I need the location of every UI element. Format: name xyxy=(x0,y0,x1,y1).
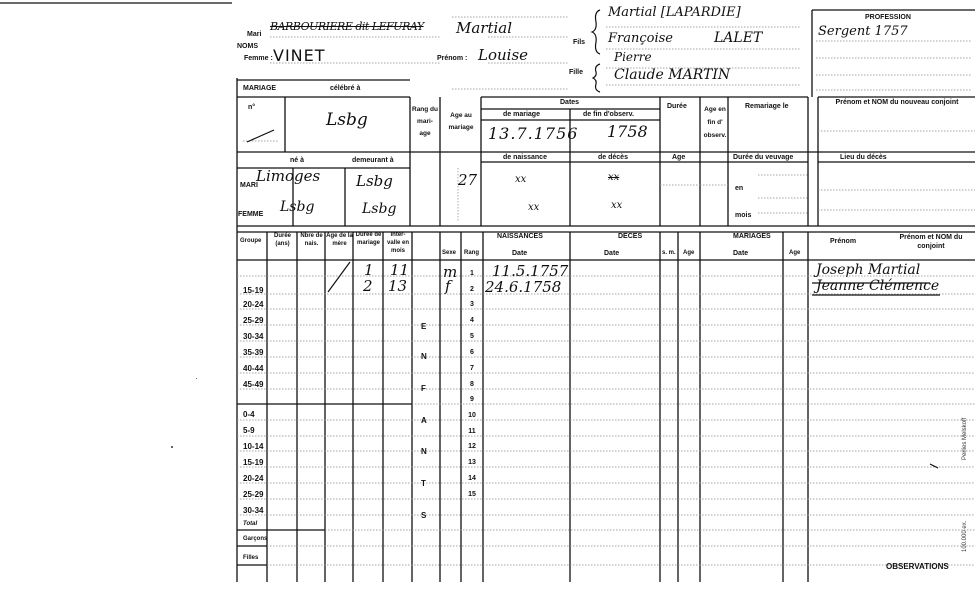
lieu-deces-label: Lieu du décès xyxy=(840,154,887,161)
group-label: 25-29 xyxy=(243,490,264,499)
rank-number: 9 xyxy=(470,396,474,403)
femme-naissance-value: xx xyxy=(528,202,540,213)
femme-nom-value: VINET xyxy=(273,46,326,65)
ne-a-label: né à xyxy=(290,157,305,164)
group-label: 15-19 xyxy=(243,286,264,295)
rank-number: 13 xyxy=(468,459,476,466)
femme-prenom-value: Louise xyxy=(478,46,529,64)
mois-label: mois xyxy=(735,212,752,219)
rank-number: 12 xyxy=(468,443,476,450)
group-label: 15-19 xyxy=(243,458,264,467)
femme-dem-value: Lsbg xyxy=(362,201,397,217)
date-mariage-value: 13.7.1756 xyxy=(488,124,579,143)
mariages-age-label: Age xyxy=(789,250,801,256)
mariages-date-label: Date xyxy=(733,250,749,257)
rank-number: 15 xyxy=(468,491,476,498)
group-label: 0-4 xyxy=(243,410,255,419)
enfants-letter: A xyxy=(421,416,427,425)
rank-number: 10 xyxy=(468,412,476,419)
enfants-letter: F xyxy=(421,384,426,393)
nouveau-conjoint-label: Prénom et NOM du nouveau conjoint xyxy=(835,99,959,106)
group-label: 30-34 xyxy=(243,332,264,341)
child1-sexe: m xyxy=(443,263,458,281)
col-duree-label: Durée (ans) xyxy=(273,233,291,247)
conjoint-label: Prénom et NOM du conjoint xyxy=(899,234,963,250)
celebre-label: célébré à xyxy=(330,85,361,92)
femme-deces-value: xx xyxy=(611,200,623,211)
deces-date-label: Date xyxy=(604,250,620,257)
dates-label: Dates xyxy=(560,99,580,106)
enfants-letter: T xyxy=(421,479,426,488)
child2-duree: 2 xyxy=(363,277,373,295)
rang-mariage-label: Rang du mari-age xyxy=(412,106,438,137)
fin-observ-label: de fin d'observ. xyxy=(583,111,634,118)
child1-prenom: Joseph Martial xyxy=(816,262,921,278)
date-fin-value: 1758 xyxy=(607,122,648,141)
group-label: 30-34 xyxy=(243,506,264,515)
stray-dot xyxy=(171,446,173,448)
fils-line1-value: Martial [LAPARDIE] xyxy=(608,5,741,20)
femme-row-label: FEMME xyxy=(238,211,264,218)
fils-label: Fils xyxy=(573,39,586,46)
child2-sexe: f xyxy=(445,277,451,295)
enfants-letter: S xyxy=(421,511,427,520)
mari-nom-value: BARBOURIERE dit LEFURAY xyxy=(270,20,424,33)
mari-ne-value: Limoges xyxy=(256,167,321,185)
enfants-letter: E xyxy=(421,322,427,331)
group-label: Total xyxy=(243,521,258,527)
femme-label: Femme : xyxy=(244,55,273,62)
femme-prenom-label: Prénom : xyxy=(437,55,468,62)
no-label: n° xyxy=(248,104,256,111)
child2-date: 24.6.1758 xyxy=(485,278,562,296)
group-label: 20-24 xyxy=(243,300,264,309)
rank-number: 4 xyxy=(470,317,474,324)
fils-line3-value: Pierre xyxy=(614,50,652,64)
col-nbre-label: Nbre de nais. xyxy=(300,233,323,247)
remariage-label: Remariage le xyxy=(745,103,789,110)
rank-number: 6 xyxy=(470,349,474,356)
group-label: 40-44 xyxy=(243,364,264,373)
mariages-label: MARIAGES xyxy=(733,233,771,240)
de-naissance-label: de naissance xyxy=(503,154,547,161)
rank-number: 5 xyxy=(470,333,474,340)
rank-number: 3 xyxy=(470,301,474,308)
enfants-letter: N xyxy=(421,447,427,456)
rank-number: 11 xyxy=(468,428,476,435)
demeurant-a-label: demeurant à xyxy=(352,157,394,164)
child2-prenom: Jeanne Clémence xyxy=(816,278,940,294)
printer-credit: Perlies Melskoff xyxy=(962,417,968,460)
col-duree-mariage-label: Durée de mariage xyxy=(355,232,382,246)
deces-label: DÉCÈS xyxy=(618,233,643,240)
group-label: 5-9 xyxy=(243,426,255,435)
enfants-letter: N xyxy=(421,352,427,361)
de-deces-label: de décès xyxy=(598,154,628,161)
profession-value: Sergent 1757 xyxy=(818,24,908,39)
mariage-title: MARIAGE xyxy=(243,85,277,92)
en-label: en xyxy=(735,185,744,192)
group-label: 45-49 xyxy=(243,380,264,389)
group-label: 20-24 xyxy=(243,474,264,483)
child1-duree: 1 xyxy=(364,261,374,279)
rank-number: 1 xyxy=(470,270,474,277)
femme-ne-value: Lsbg xyxy=(280,199,315,215)
profession-label: PROFESSION xyxy=(865,14,911,21)
mari-label: Mari xyxy=(247,31,262,38)
age-mariage-label: Age au mariage xyxy=(448,112,474,131)
fils-line2b-value: LALET xyxy=(714,30,763,46)
deces-age-label: Age xyxy=(683,250,695,256)
rank-number: 7 xyxy=(470,365,474,372)
mari-deces-value: xx xyxy=(608,172,620,183)
mariage-lieu-value: Lsbg xyxy=(326,110,368,130)
fille-label: Fille xyxy=(569,69,584,76)
group-label: Filles xyxy=(243,555,259,561)
duree-veuvage-label: Durée du veuvage xyxy=(733,154,794,161)
group-label: 35-39 xyxy=(243,348,264,357)
group-label: 25-29 xyxy=(243,316,264,325)
age-col-label: Age xyxy=(672,154,686,161)
mari-row-label: MARI xyxy=(240,182,258,189)
naissance-date-label: Date xyxy=(512,250,528,257)
duree-label: Durée xyxy=(667,103,687,110)
col-intervalle-label: Inter-valle en mois xyxy=(386,232,409,254)
col-rang-label: Rang xyxy=(464,250,479,256)
mari-age-value: 27 xyxy=(458,171,478,189)
prenom-label: Prénom xyxy=(830,238,857,245)
mari-prenom-value: Martial xyxy=(456,19,513,37)
stray-dot xyxy=(196,378,197,379)
mari-naissance-value: xx xyxy=(515,174,527,185)
child1-date: 11.5.1757 xyxy=(492,262,569,280)
sm-label: s. m. xyxy=(662,250,676,256)
copies-credit: 100.000 ex. xyxy=(962,520,968,552)
child2-intervalle: 13 xyxy=(388,277,408,295)
col-sexe-label: Sexe xyxy=(442,250,457,256)
age-fin-observ-label: Age en fin d' observ. xyxy=(703,106,727,139)
mari-dem-value: Lsbg xyxy=(356,172,393,190)
group-label: Garçons xyxy=(243,536,268,542)
col-groupe-label: Groupe xyxy=(240,238,262,244)
child1-intervalle: 11 xyxy=(390,261,410,279)
fille-line-value: Claude MARTIN xyxy=(614,67,731,83)
group-label: 10-14 xyxy=(243,442,264,451)
col-age-mere-label: Age de la mère xyxy=(326,233,353,247)
rank-number: 2 xyxy=(470,286,474,293)
de-mariage-label: de mariage xyxy=(503,111,540,118)
fils-line2a-value: Françoise xyxy=(608,31,673,46)
naissances-label: NAISSANCES xyxy=(497,233,543,240)
rank-number: 14 xyxy=(468,475,476,482)
rank-number: 8 xyxy=(470,381,474,388)
observations-label: OBSERVATIONS xyxy=(886,562,949,571)
noms-label: NOMS xyxy=(237,43,258,50)
